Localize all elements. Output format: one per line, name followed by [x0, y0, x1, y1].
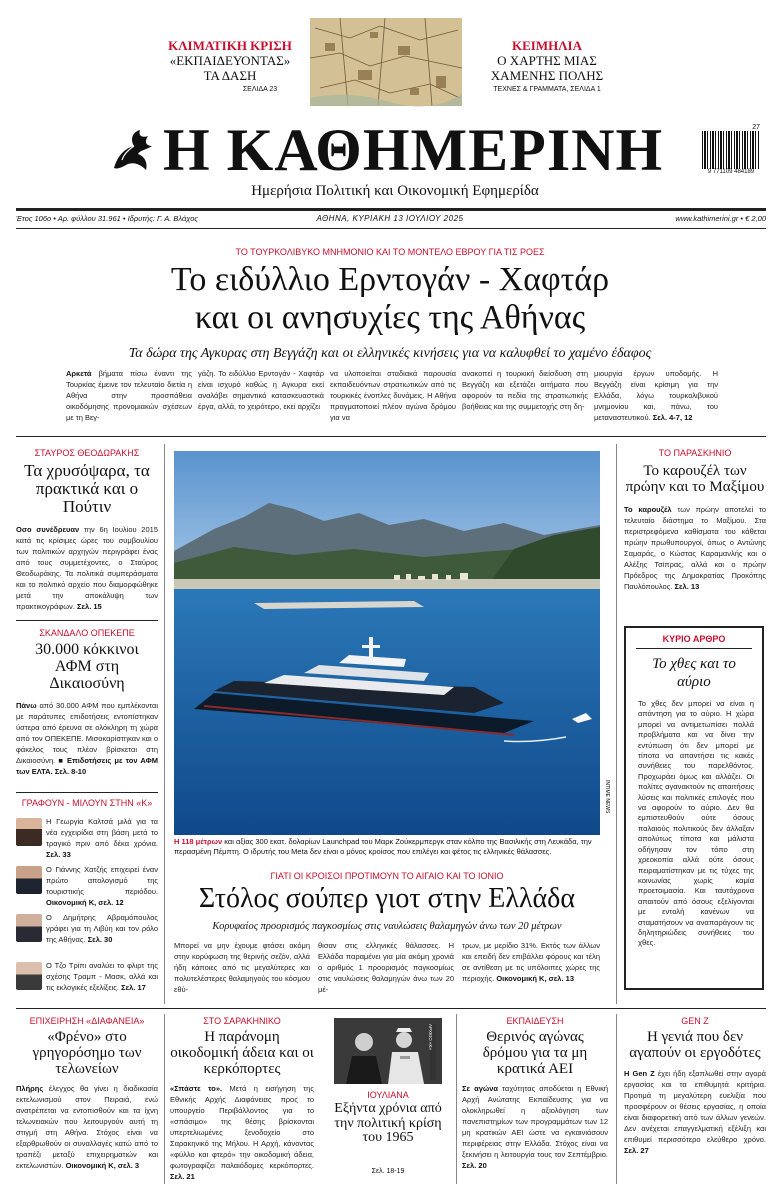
bottom-story-1[interactable]	[16, 1016, 158, 1173]
bottom-story-4-lead: Σε αγώνα	[462, 1084, 498, 1094]
bottom-story-3-kicker: ΙΟΥΛΙΑΝΑ	[367, 1090, 409, 1100]
editorial-box[interactable]	[624, 626, 764, 990]
right-story-1-text: των πρώην αποτελεί το τελευταίο διάστημα το Μαξίμου. Στα περιστρεφόμενα καθίσματα του κάθεται πρώην πρωθυπουργοί, όπως ο Αντώνης Σαμαράς, ο Κώστας Καραμανλής και ο Αλέξης Τσίπρας, αλλά και ο πρώην Πρόεδρος της Δημοκρατίας Προκόπης Παυλόπουλος.	[624, 504, 767, 591]
second-col-3-text: τρων, με μερίδιο 31%. Εκτός των άλλων και επειδή δεν επιβάλλει φόρους και τέλη σε αντίθεση με τις υπόλοιπες χώρες της περιοχής.	[462, 941, 600, 983]
bottom-story-2-text: Μετά η εισήγηση της Εθνικής Αρχής Διαφάνειας προς το υπουργείο Περιβάλλοντος για το «σπάσιμο» της θέσης βρίσκονται υπερτελιωμένες ξενοδοχείο στο Σαρακηνικό της Μήλου. Η Αρχή, κάνοντας «φύλλο και φτερό» την οικοδομική άδεια, φωτογραφίζει παλαιόδομες κερκόπορτες.	[170, 1084, 314, 1171]
dateline: ΑΘΗΝΑ, ΚΥΡΙΑΚΗ 13 ΙΟΥΛΙΟΥ 2025	[316, 214, 464, 223]
promo-right-page: ΤΕΧΝΕΣ & ΓΡΑΜΜΑΤΑ, ΣΕΛΙΔΑ 1	[493, 86, 601, 93]
second-col-3-page: Οικονομική Κ, σελ. 13	[496, 974, 574, 983]
left-story-1[interactable]	[16, 448, 158, 611]
bottom-separator-2	[456, 1014, 457, 1184]
right-story-1-lead: Το καρουζέλ	[624, 504, 672, 514]
second-col-3	[462, 940, 600, 994]
second-deck: Κορυφαίος προορισμός παγκοσμίως στις ναυλώσεις θαλαμηγών άνω των 20 μέτρων	[212, 921, 562, 932]
bottom-story-2-body	[170, 1083, 314, 1182]
bottom-story-1-kicker: ΕΠΙΧΕΙΡΗΣΗ «ΔΙΑΦΑΝΕΙΑ»	[29, 1016, 145, 1026]
historic-photo-credit: ΑΡΧΕΙΟ «Κ»	[428, 1024, 433, 1051]
historic-photo-scene	[334, 1018, 442, 1084]
yacht-scene	[174, 451, 600, 835]
right-story-1-body	[624, 504, 767, 591]
second-col-2: θισαν στις ελληνικές θάλασσες. Η Ελλάδα παραμένει για μία ακόμη χρονιά ο αριθμός 1 προορισμός παγκοσμίως στις ναυλώσεις θαλαμηγών άνω των 20 μέ-	[318, 941, 454, 994]
bottom-story-3-page: Σελ. 18-19	[371, 1168, 405, 1175]
bottom-story-1-lead: Πλήρης	[16, 1084, 44, 1094]
lead-col-1-lead: Αρκετά	[66, 369, 92, 378]
second-kicker: ΓΙΑΤΙ ΟΙ ΚΡΟΙΣΟΙ ΠΡΟΤΙΜΟΥΝ ΤΟ ΑΙΓΑΙΟ ΚΑΙ ΤΟ ΙΟΝΙΟ	[270, 871, 504, 881]
opinion-item-page: Σελ. 17	[121, 983, 146, 992]
bottom-story-5-page: Σελ. 27	[624, 1145, 649, 1155]
bottom-separator-3	[616, 1014, 617, 1184]
issue-info: Έτος 106ο • Αρ. φύλλου 31.961 • Ιδρυτής: Γ. Α. Βλάχος	[16, 214, 199, 223]
barcode	[702, 124, 760, 180]
avatar	[16, 866, 42, 894]
opinion-item[interactable]	[16, 912, 158, 954]
barcode-bars	[702, 131, 760, 169]
right-story-1-title: Το καρουζέλ των πρώην και το Μαξίμου	[625, 463, 765, 495]
avatar	[16, 962, 42, 990]
lead-deck: Τα δώρα της Αγκυρας στη Βεγγάζη και οι ελληνικές κινήσεις για να καλυφθεί το χαμένο έδαφος	[128, 346, 652, 361]
bottom-story-2-title: Η παράνομη οικοδομική άδεια και οι κερκόπορτες	[170, 1029, 314, 1077]
promo-left-line3: ΤΑ ΔΑΣΗ	[203, 68, 257, 83]
bottom-story-5-title: Η γενιά που δεν αγαπούν οι εργοδότες	[629, 1029, 761, 1061]
bottom-story-2[interactable]	[170, 1016, 314, 1182]
opinion-item-text: Ο Γιάννης Χατζής επιχειρεί έναν πρώτο απολογισμό της τουριστικής περιόδου.	[46, 865, 158, 896]
lead-col-3: να υλοποιείται σταδιακά παρουσία εκπαιδευόντων στρατιωτικών από τις τουρκικές ένοπλες δυνάμεις. Η Αθήνα πραγματοποιεί πλέον αγώνα δρόμου για να	[330, 369, 456, 422]
left-opinion-kicker: ΓΡΑΦΟΥΝ - ΜΙΛΟΥΝ ΣΤΗΝ «Κ»	[21, 798, 153, 808]
bottom-story-5[interactable]	[624, 1016, 766, 1155]
opinion-item-page: Σελ. 33	[46, 850, 71, 859]
opinion-item-text: Η Γεωργία Καλτσά μιλά για τα νέα εγχειρίδια στη βάση μετά το τραγικό πριν από δέκα χρόνια.	[46, 817, 158, 848]
bottom-story-3[interactable]	[330, 1016, 450, 1184]
lead-col-4: ανακοπεί η τουρκική διείσδυση στη Βεγγάζη και εξετάζει αιτήματα που αφορούν τα πεδία της στρατιωτικής βοήθειας και της συμμετοχής στη δη-	[462, 369, 588, 411]
lead-col-5-page: Σελ. 4-7, 12	[652, 413, 693, 422]
barcode-issue: 27	[752, 124, 760, 131]
opinion-item-page: Σελ. 30	[87, 935, 113, 944]
left-story-2-lead: Πάνω	[16, 701, 37, 711]
right-story-1-page: Σελ. 13	[674, 581, 700, 591]
promo-left-kicker: ΚΛΙΜΑΤΙΚΗ ΚΡΙΣΗ	[168, 38, 292, 53]
opinion-items	[16, 816, 158, 1006]
opinion-item-body	[46, 912, 158, 954]
second-col-1: Μπορεί να μην έχουμε φτάσει ακόμη στην κορύφωση της θερινής σεζόν, αλλά ήδη κάποιες από τις μεγαλύτερες και πολυτελέστερες θαλαμηγούς του κόσμου εθύ-	[174, 941, 310, 994]
opinion-item-body	[46, 960, 158, 1002]
editorial-kicker: ΚΥΡΙΟ ΑΡΘΡΟ	[662, 634, 726, 644]
lead-col-1-text: βήματα πίσω έναντι της Τουρκίας έμεινε τον τελευταίο διετία η Αθήνα στην προσπάθεια οικοδόμησης προνομιακών σχέσεων με τη Βεγ-	[66, 369, 192, 422]
bottom-separator-1	[164, 1014, 165, 1184]
bottom-story-4-text: ταχύτητας αποδύεται η Εθνική Αρχή Ανώτατης Εκπαίδευσης για να ολοκληρωθεί η αξιολόγηση των πανεπιστημίων των προγραμμάτων των 12 μη κρατικών ΑΕΙ ώστε να εγκαινιάσουν περιφέρειας στην Ελλάδα. Στόχος είναι να ξεκινήσει η λειτουργία τους τον Σεπτέμβριο.	[462, 1084, 608, 1160]
bottom-story-2-lead: «Σπάστε το».	[170, 1084, 223, 1094]
editorial-text: Το χθες δεν μπορεί να είναι η απάντηση για το αύριο. Η χώρα μπορεί να αντιμετωπίσει πολλά προβλήματα και να δίνει την εντύπωση ότι δεν μπορεί με τίποτα να απαντήσει τις κακές συνήθειες του παρελθόντος. Προχωράει όμως και αλλάζει. Οι πολίτες αγανακτούν τις απαιτήσεις λύσεις και πολιτικές επιλογές που να αφορούν το αύριο. Δεν θα εμπιστευθούν ούτε όσους παλαιούς πολιτικούς δεν άλλαξαν απολύτως τίποτα και μάλιστα οδήγησαν τον τόπο στη χρεοκοπία αλλά ούτε όσους πειραματίστηκαν με τις τύχες της κοινωνίας χωρίς καμία προετοιμασία. Και ταυτόχρονα απαιτούν από όσους εξελίγονται με εντολή κανένων να σταματήσουν να αναπαράγουν τις δηλητηριώδεις συνήθειες του χθες.	[638, 699, 754, 948]
column-separator-right	[616, 444, 617, 1004]
left-story-1-author: ΣΤΑΥΡΟΣ ΘΕΟΔΩΡΑΚΗΣ	[34, 448, 140, 458]
bottom-story-5-lead: Η Gen Z	[624, 1068, 655, 1078]
bottom-story-1-body	[16, 1083, 158, 1173]
promo-left-page: ΣΕΛΙΔΑ 23	[242, 86, 278, 93]
lead-col-5	[594, 368, 718, 428]
left-story-2-body	[16, 700, 158, 776]
avatar	[16, 914, 42, 942]
bottom-story-4-page: Σελ. 20	[462, 1161, 487, 1171]
bottom-story-5-body	[624, 1068, 766, 1155]
left-story-1-body	[16, 524, 158, 611]
opinion-item-text: Ο Δημήτρης Αβραμόπουλος γράφει για τη Λιβύη και τον ρόλο της Αθήνας.	[46, 913, 158, 944]
column-separator-left	[164, 444, 165, 1004]
lead-kicker: ΤΟ ΤΟΥΡΚΟΛΙΒΥΚΟ ΜΝΗΜΟΝΙΟ ΚΑΙ ΤΟ ΜΟΝΤΕΛΟ ΕΒΡΟΥ ΓΙΑ ΤΙΣ ΡΟΕΣ	[235, 247, 545, 257]
lead-headline-line2[interactable]: και οι ανησυχίες της Αθήνας	[194, 299, 586, 336]
bottom-story-4-title: Θερινός αγώνας δρόμου για τα μη κρατικά ΑΕΙ	[482, 1029, 588, 1077]
bottom-story-4[interactable]	[462, 1016, 608, 1173]
griffin-logo-icon	[108, 124, 158, 176]
historic-photo	[334, 1018, 442, 1084]
editorial-rule	[636, 648, 752, 649]
site-and-price: www.kathimerini.gr • € 2,00	[675, 214, 766, 223]
promo-left[interactable]	[150, 38, 310, 93]
photo-caption-lead: Η 118 μέτρων	[174, 837, 223, 846]
bottom-story-1-title: «Φρένο» στο γρηγορόσημο των τελωνείων	[32, 1029, 142, 1077]
lead-col-1	[66, 368, 192, 428]
bottom-story-1-text: έλεγχος θα γίνει η διαδικασία εκτελωνισμού στον Πειραιά, ενώ ανατρέπεται να εντοπισθούν και τα ίχνη τελωνειακών που λειτουργούν αυτή τη στιγμή στη Αθήνα. Στόχος είναι να εξαρθρωθούν οι συναλλαγές κατώ από το τραπέζι μεταξύ επιχειρηματιών και εκτελωνιστών.	[16, 1084, 158, 1171]
old-map-illustration	[310, 18, 462, 106]
bottom-story-5-text: έχει ήδη εξαπλωθεί στην αγορά εργασίας και τα επιθυμητά κριτήρια. Προτιμά τη μεγαλύτερη ευελιξία που προσφέρουν οι θέσεις εργασίας, η οποία είναι διαφορετική από των άλλων γενεών. Δεν ανέχεται επαγγελματική εξέλιξη και επιθυμεί περισσότερο ελεύθερο χρόνο.	[624, 1068, 766, 1144]
opinion-item[interactable]	[16, 816, 158, 858]
promo-right[interactable]	[462, 38, 632, 93]
bottom-story-4-body	[462, 1083, 608, 1173]
left-story-1-lead: Οσο συνέδρευαν	[16, 524, 80, 534]
masthead-rule-bottom	[16, 228, 766, 229]
masthead-title: Η ΚΑΘΗΜΕΡΙΝΗ	[163, 117, 664, 183]
opinion-item[interactable]	[16, 864, 158, 906]
opinion-item-page: Οικονομική Κ, σελ. 12	[46, 898, 124, 907]
right-story-1[interactable]	[624, 448, 767, 591]
left-story-2-title: 30.000 κόκκινοι ΑΦΜ στη Δικαιοσύνη	[35, 641, 139, 692]
bottom-rule	[16, 1008, 766, 1009]
promo-right-kicker: ΚΕΙΜΗΛΙΑ	[512, 38, 582, 53]
bottom-story-5-kicker: GEN Z	[681, 1016, 709, 1026]
photo-credit: INTIME NEWS	[604, 780, 610, 814]
left-rule-1	[16, 620, 158, 621]
left-story-1-text: την 6η Ιουλίου 2015 κατά τις κρίσιμες ώρες του συμβουλίου των πολιτικών αρχηγών περιγράφει ένας από τους συμμετέχοντες, ο Σταύρος Θεοδωράκης. Τα πολιτικά συμπεράσματα και το πολιτικό αρχείο που διαμορφώθηκε μετά την αποκάλυψη των πρακτικογράφων.	[16, 524, 158, 611]
left-rule-2	[16, 792, 158, 793]
bottom-story-1-page: Οικονομική Κ, σελ. 3	[65, 1161, 140, 1171]
promo-map-image[interactable]	[310, 18, 462, 106]
lead-headline-line1[interactable]: Το ειδύλλιο Ερντογάν - Χαφτάρ	[170, 261, 610, 298]
promo-right-line2: Ο ΧΑΡΤΗΣ ΜΙΑΣ	[497, 53, 597, 68]
opinion-item[interactable]	[16, 960, 158, 1002]
left-story-1-title: Τα χρυσόψαρα, τα πρακτικά και ο Πούτιν	[24, 461, 150, 516]
avatar	[16, 818, 42, 846]
yacht-photo[interactable]	[174, 451, 600, 835]
masthead-rule-top	[16, 208, 766, 211]
left-story-2[interactable]	[16, 628, 158, 776]
bottom-story-3-title: Εξήντα χρόνια από την πολιτική κρίση του 1965	[334, 1101, 442, 1146]
opinion-item-body	[46, 816, 158, 858]
masthead-subtitle: Ημερήσια Πολιτική και Οικονομική Εφημερίδα	[251, 183, 539, 199]
barcode-number: 9 771109 484189	[707, 169, 755, 175]
left-story-1-page: Σελ. 15	[76, 601, 102, 611]
left-story-2-text: από 30.000 ΑΦΜ που εμπλέκονται με παράτυπες επιδοτήσεις εντοπίστηκαν ύστερα από έρευνα σε ολόκληρη τη χώρα από τον ΟΠΕΚΕΠΕ. Μισοκαρίστηκαν και ο φάκελος τους πλέον βρίσκεται στη Δικαιοσύνη.	[16, 701, 158, 766]
left-story-2-extra: ■ Επιδοτήσεις με τον ΑΦΜ των ΕΛΤΑ.	[16, 756, 158, 777]
lead-rule	[16, 436, 766, 437]
second-headline[interactable]: Στόλος σούπερ γιοτ στην Ελλάδα	[198, 883, 576, 914]
right-story-1-kicker: ΤΟ ΠΑΡΑΣΚΗΝΙΟ	[658, 448, 732, 458]
bottom-story-2-kicker: ΣΤΟ ΣΑΡΑΚΗΝΙΚΟ	[203, 1016, 281, 1026]
photo-caption	[174, 837, 600, 857]
left-story-2-page: Σελ. 8-10	[54, 767, 87, 777]
left-story-2-kicker: ΣΚΑΝΔΑΛΟ ΟΠΕΚΕΠΕ	[39, 628, 135, 638]
promo-right-line3: ΧΑΜΕΝΗΣ ΠΟΛΗΣ	[490, 68, 604, 83]
lead-col-5-text: μιουργία έργων υποδομής. Η Βεγγάζη είναι κρίσιμη για την Ελλάδα, λόγω τουρκολιβυκού μνημονίου και, πάνω, του μεταναστευτικού.	[594, 369, 718, 422]
photo-caption-text: και αξίας 300 εκατ. δολαρίων Launchpad του Μαρκ Ζούκερμπεργκ σταν κόλπο της Βασιλικής στη Λευκάδα, την περασμένη Πέμπτη. Ο ιδρυτής του Meta δεν είναι ο μόνος κροίσος που επιλέγει και φέτος τις ελληνικές θάλασσες.	[174, 837, 592, 856]
editorial-title: Το χθες και το αύριο	[652, 656, 736, 690]
promo-left-line2: «ΕΚΠΑΙΔΕΥΟΝΤΑΣ»	[169, 53, 291, 68]
lead-col-2: γάζη. Το ειδύλλιο Ερντογάν - Χαφτάρ είναι ισχυρό καθώς η Αγκυρα εκεί αναλάβει σημαντικά κατασκευαστικά έργα, αλλά, το χειρότερο, εκεί αρχίζει	[198, 369, 324, 411]
opinion-item-text: Ο Τζο Τρίπι αναλύει το φλιρτ της σχέσης Τραμπ - Μασκ, αλλά και τις εκλογικές εξελίξεις.	[46, 961, 158, 992]
opinion-item-body	[46, 864, 158, 906]
bottom-story-2-page: Σελ. 21	[170, 1172, 195, 1182]
bottom-story-4-kicker: ΕΚΠΑΙΔΕΥΣΗ	[506, 1016, 564, 1026]
left-opinion-list	[16, 798, 158, 808]
